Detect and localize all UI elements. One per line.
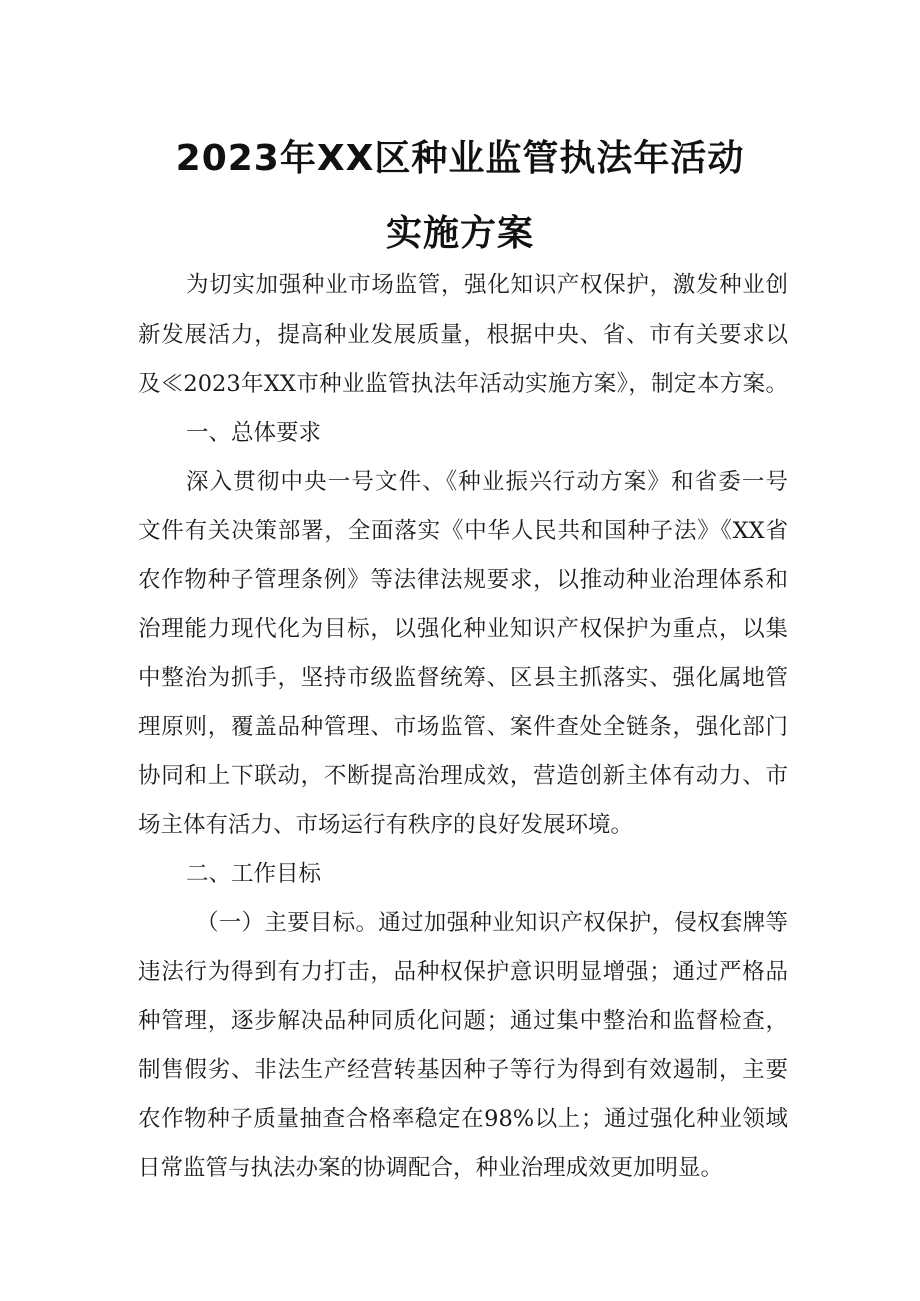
section-heading-overall-requirements: 一、总体要求 <box>186 420 322 446</box>
paragraph-intro-line-2: 新发展活力，提高种业发展质量，根据中央、省、市有关要求以 <box>138 322 788 348</box>
paragraph-goals-line-1: （一）主要目标。通过加强种业知识产权保护，侵权套牌等 <box>196 910 788 936</box>
paragraph-requirements-line-4: 治理能力现代化为目标，以强化种业知识产权保护为重点，以集 <box>138 616 788 642</box>
paragraph-requirements-line-1: 深入贯彻中央一号文件、《种业振兴行动方案》和省委一号 <box>186 469 788 495</box>
paragraph-goals-line-2: 违法行为得到有力打击，品种权保护意识明显增强；通过严格品 <box>138 959 788 985</box>
paragraph-goals-line-6: 日常监管与执法办案的协调配合，种业治理成效更加明显。 <box>138 1155 724 1181</box>
paragraph-goals-line-3: 种管理，逐步解决品种同质化问题；通过集中整治和监督检查， <box>138 1008 788 1034</box>
document-title-line-1: 2023年XX区种业监管执法年活动 <box>175 138 745 179</box>
paragraph-requirements-line-5: 中整治为抓手，坚持市级监督统筹、区县主抓落实、强化属地管 <box>138 665 788 691</box>
paragraph-intro-line-1: 为切实加强种业市场监管，强化知识产权保护，激发种业创 <box>186 272 788 298</box>
paragraph-requirements-line-6: 理原则，覆盖品种管理、市场监管、案件查处全链条，强化部门 <box>138 714 788 740</box>
paragraph-requirements-line-8: 场主体有活力、市场运行有秩序的良好发展环境。 <box>138 812 634 838</box>
paragraph-requirements-line-7: 协同和上下联动，不断提高治理成效，营造创新主体有动力、市 <box>138 763 788 789</box>
paragraph-goals-line-5: 农作物种子质量抽查合格率稳定在98%以上；通过强化种业领域 <box>138 1106 788 1132</box>
paragraph-goals-line-4: 制售假劣、非法生产经营转基因种子等行为得到有效遏制，主要 <box>138 1057 788 1083</box>
paragraph-requirements-line-3: 农作物种子管理条例》等法律法规要求，以推动种业治理体系和 <box>138 567 788 593</box>
section-heading-work-goals: 二、工作目标 <box>186 861 322 887</box>
paragraph-intro-line-3: 及≪2023年XX市种业监管执法年活动实施方案》，制定本方案。 <box>138 371 788 397</box>
document-title-line-2: 实施方案 <box>385 213 534 254</box>
paragraph-requirements-line-2: 文件有关决策部署，全面落实《中华人民共和国种子法》《XX省 <box>138 518 788 544</box>
